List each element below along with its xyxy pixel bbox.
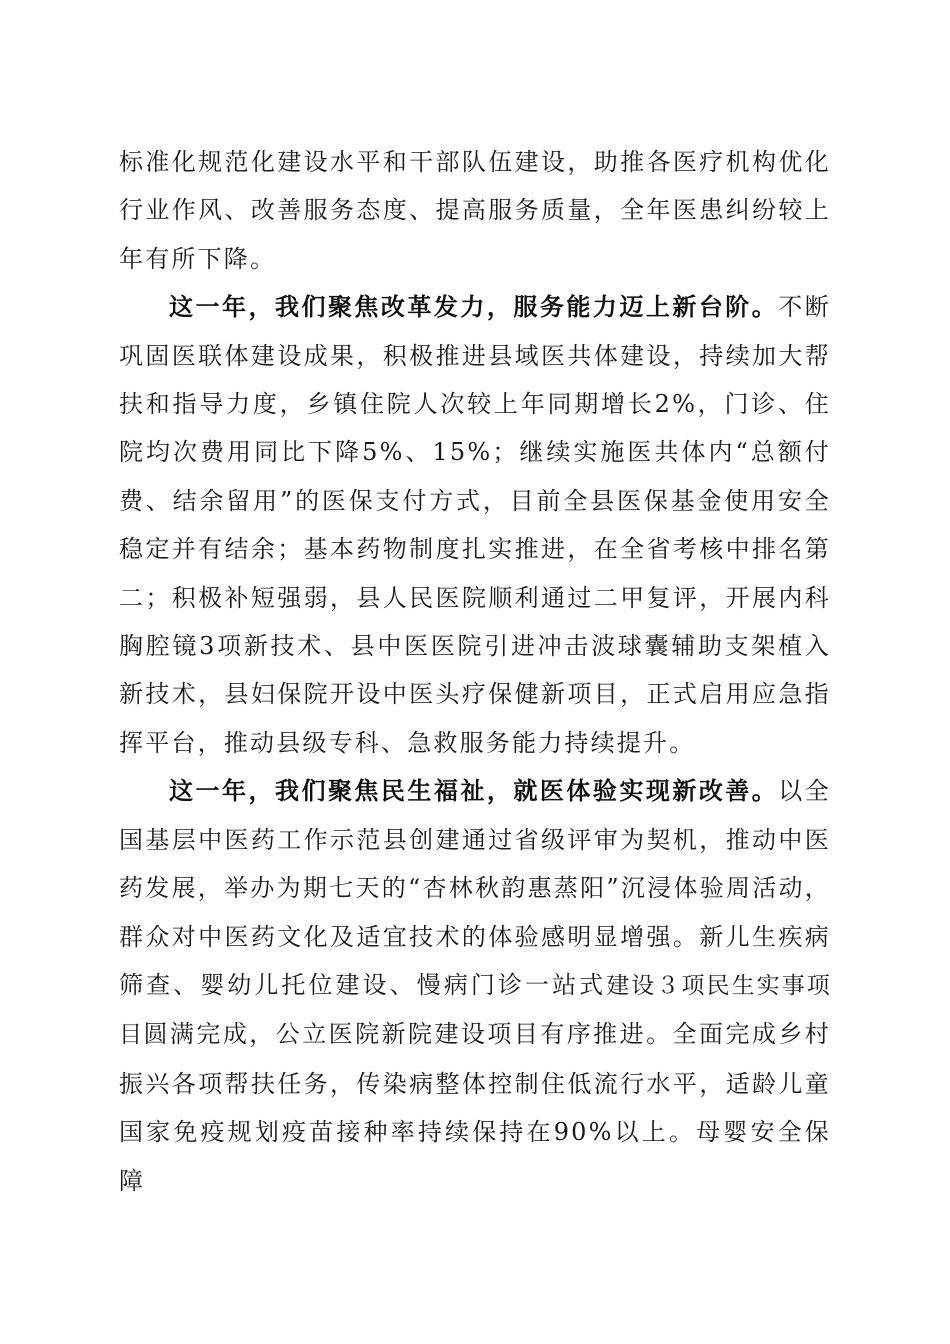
body-text	[119, 138, 831, 1205]
paragraph-3-lead: 这一年，我们聚焦民生福祉，就医体验实现新改善。	[169, 776, 779, 806]
paragraph-1-text: 标准化规范化建设水平和干部队伍建设，助推各医疗机构优化行业作风、改善服务态度、提高服务质量，全年医患纠纷较上年有所下降。	[119, 148, 831, 273]
paragraph-3-text-c: 圆满完成，公立医院新院建设项目有序推进。全面完成乡村振兴各项帮扶任务，传染病整体控制住低流行水平，适龄儿童国家免疫规划疫苗接种率持续保持在90%以上。母婴安全保障	[119, 1020, 832, 1195]
paragraph-3-text-b: 建设３项民生实事项目	[119, 972, 831, 1049]
paragraph-2-lead: 这一年，我们聚焦改革发力，服务能力迈上新台阶。	[169, 292, 779, 322]
paragraph-3	[119, 767, 831, 1205]
paragraph-1	[119, 138, 831, 283]
paragraph-2-text: 不断巩固医联体建设成果，积极推进县域医共体建设，持续加大帮扶和指导力度，乡镇住院人次较上年同期增长2%，门诊、住院均次费用同比下降5%、15%；继续实施医共体内“总额付费、结余留用”的医保支付方式，目前全县医保基金使用安全稳定并有结余；基本药物制度扎实推进，在全省考核中排名第二；积极补短强弱，县人民医院顺利通过二甲复评，开展内科胸腔镜3项新技术、县中医医院引进冲击波球囊辅助支架植入新技术，县妇保院开设中医头疗保健新项目，正式启用应急指挥平台，推动县级专科、急救服务能力持续提升。	[119, 293, 831, 757]
paragraph-3-text-a: 以全国基层中医药工作示范县创建通过省级评审为契机，推动中医药发展，举办为期七天的“杏林秋韵惠蒸阳”沉浸体验周活动，群众对中医药文化及适宜技术的体验感明显增强。新儿生疾病筛查、婴幼儿托位建设、慢病门诊一站式	[119, 777, 831, 999]
paragraph-2	[119, 283, 831, 767]
